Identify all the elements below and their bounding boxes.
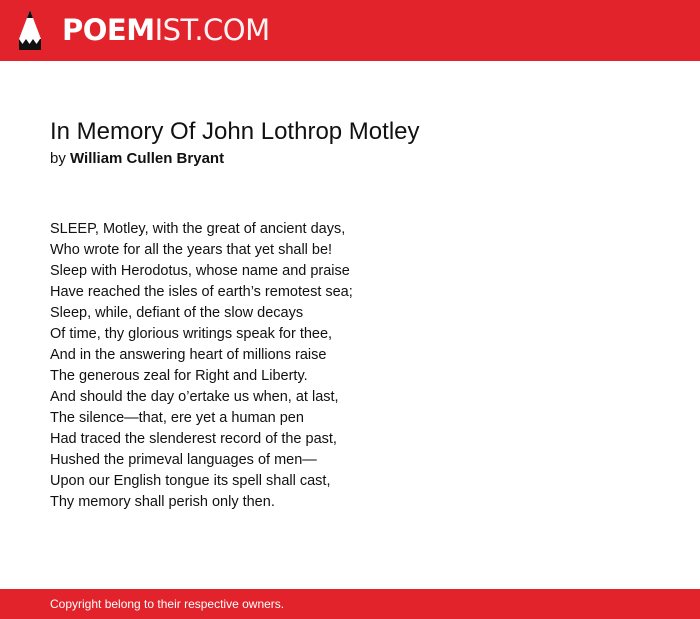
poem-title: In Memory Of John Lothrop Motley	[50, 118, 420, 145]
poem-line: The silence—that, ere yet a human pen	[50, 410, 304, 426]
poem-line: And should the day o’ertake us when, at last,	[50, 389, 339, 405]
by-label: by	[50, 150, 66, 167]
poem-line: Sleep with Herodotus, whose name and praise	[50, 263, 350, 279]
poem-line: SLEEP, Motley, with the great of ancient days,	[50, 221, 346, 237]
copyright-notice: Copyright belong to their respective owners.	[50, 597, 285, 611]
byline	[50, 149, 224, 169]
brand-bold: POEM	[62, 13, 155, 47]
poem-line: Who wrote for all the years that yet shall be!	[50, 242, 333, 258]
pencil-tip-icon[interactable]	[18, 9, 42, 51]
site-header	[0, 0, 700, 61]
poem-line: And in the answering heart of millions raise	[50, 347, 327, 363]
poem-line: Had traced the slenderest record of the past,	[50, 431, 337, 447]
site-logo-text[interactable]	[62, 13, 270, 47]
poem-line: Upon our English tongue its spell shall cast,	[50, 473, 331, 489]
author-name: William Cullen Bryant	[70, 150, 225, 167]
poem-body	[50, 219, 670, 513]
site-footer	[0, 589, 700, 619]
brand-light: IST.COM	[154, 13, 270, 47]
poem-line: Hushed the primeval languages of men—	[50, 452, 317, 468]
poem-line: The generous zeal for Right and Liberty.	[50, 368, 308, 384]
poem-line: Sleep, while, defiant of the slow decays	[50, 305, 304, 321]
poem-line: Have reached the isles of earth’s remotest sea;	[50, 284, 353, 300]
poem-line: Of time, thy glorious writings speak for thee,	[50, 326, 333, 342]
poem-line: Thy memory shall perish only then.	[50, 494, 275, 510]
